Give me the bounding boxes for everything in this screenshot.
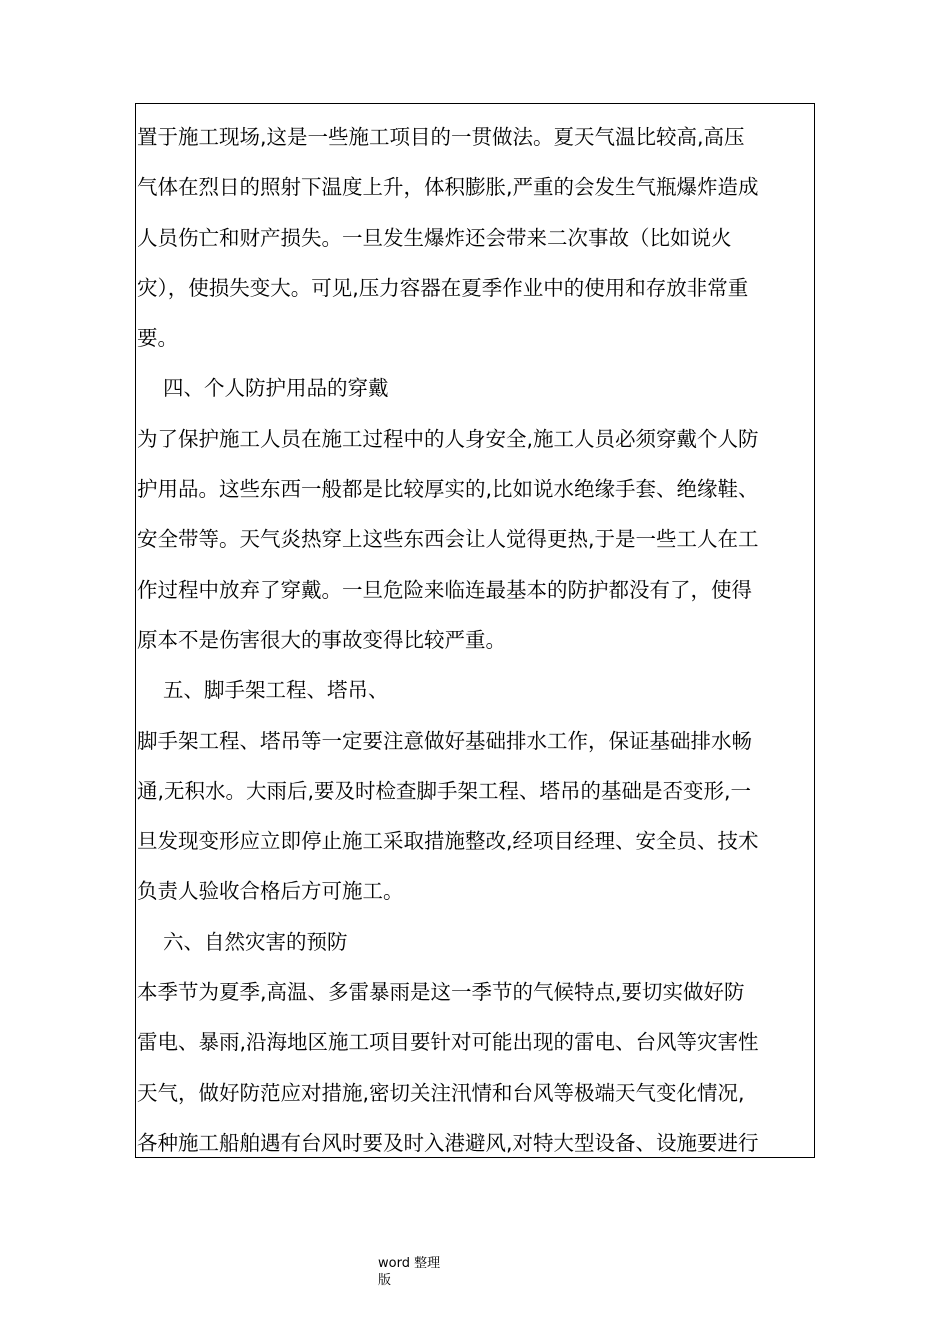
body-line-13: 脚手架工程、塔吊等一定要注意做好基础排水工作，保证基础排水畅 (137, 728, 752, 753)
body-line-7: 为了保护施工人员在施工过程中的人身安全,施工人员必须穿戴个人防 (137, 426, 759, 451)
body-line-2: 气体在烈日的照射下温度上升，体积膨胀,严重的会发生气瓶爆炸造成 (137, 175, 759, 200)
body-line-9: 安全带等。天气炎热穿上这些东西会让人觉得更热,于是一些工人在工 (137, 527, 759, 552)
body-line-5: 要。 (137, 326, 178, 351)
section-heading-6: 六、自然灾害的预防 (163, 929, 348, 954)
body-line-21: 各种施工船舶遇有台风时要及时入港避风,对特大型设备、设施要进行 (137, 1130, 759, 1155)
footer-line-1: word 整理 (378, 1256, 441, 1271)
body-line-8: 护用品。这些东西一般都是比较厚实的,比如说水绝缘手套、绝缘鞋、 (137, 477, 759, 502)
body-line-16: 负责人验收合格后方可施工。 (137, 879, 404, 904)
footer-line-2: 版 (378, 1273, 392, 1288)
section-heading-5: 五、脚手架工程、塔吊、 (163, 678, 389, 703)
body-line-18: 本季节为夏季,高温、多雷暴雨是这一季节的气候特点,要切实做好防 (137, 980, 745, 1005)
body-line-20: 天气，做好防范应对措施,密切关注汛情和台风等极端天气变化情况, (137, 1080, 745, 1105)
page-footer (378, 1255, 448, 1289)
body-line-15: 旦发现变形应立即停止施工采取措施整改,经项目经理、安全员、技术 (137, 829, 759, 854)
section-heading-4: 四、个人防护用品的穿戴 (163, 376, 389, 401)
body-line-4: 灾），使损失变大。可见,压力容器在夏季作业中的使用和存放非常重 (137, 275, 749, 300)
body-line-1: 置于施工现场,这是一些施工项目的一贯做法。夏天气温比较高,高压 (137, 125, 745, 149)
document-body (137, 112, 815, 1168)
body-line-3: 人员伤亡和财产损失。一旦发生爆炸还会带来二次事故（比如说火 (137, 225, 732, 250)
body-line-19: 雷电、暴雨,沿海地区施工项目要针对可能出现的雷电、台风等灾害性 (137, 1030, 759, 1055)
body-line-14: 通,无积水。大雨后,要及时检查脚手架工程、塔吊的基础是否变形,一 (137, 778, 752, 803)
body-line-10: 作过程中放弃了穿戴。一旦危险来临连最基本的防护都没有了，使得 (137, 577, 752, 602)
body-line-11: 原本不是伤害很大的事故变得比较严重。 (137, 627, 506, 652)
